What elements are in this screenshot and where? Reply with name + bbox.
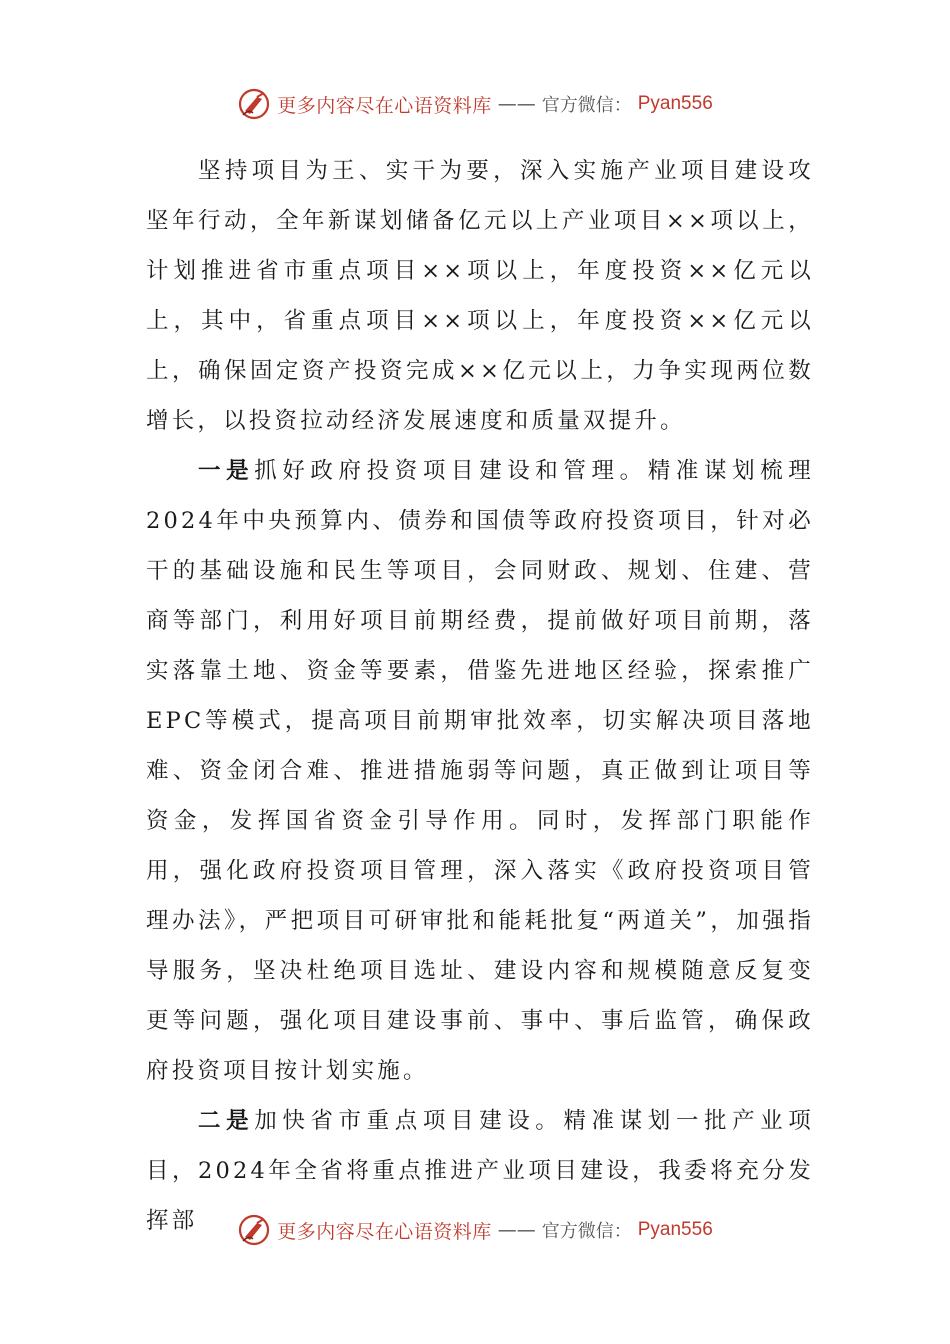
watermark-id: Pyan556 [637,93,713,114]
watermark-separator: —— [497,93,536,115]
paragraph-lead: 二是 [198,1108,255,1134]
pen-logo-icon [237,87,271,121]
watermark-text: 更多内容尽在心语资料库 [277,94,492,117]
paragraph-text: 坚持项目为王、实干为要，深入实施产业项目建设攻坚年行动，全年新谋划储备亿元以上产业项目××项以上，计划推进省市重点项目××项以上，年度投资××亿元以上，其中，省重点项目××项以上，年度投资××亿元以上，确保固定资产投资完成××亿元以上，力争实现两位数增长，以投资拉动经济发展速度和质量双提升。 [146,158,814,434]
paragraph-text: 加快省市重点项目建设。精准谋划一批产业项目，2024年全省将重点推进产业项目建设，我委将充分发挥部 [146,1108,814,1234]
paragraph-text: 抓好政府投资项目建设和管理。精准谋划梳理2024年中央预算内、债券和国债等政府投资项目，针对必干的基础设施和民生等项目，会同财政、规划、住建、营商等部门，利用好项目前期经费，提前做好项目前期，落实落靠土地、资金等要素，借鉴先进地区经验，探索推广EPC等模式，提高项目前期审批效率，切实解决项目落地难、资金闭合难、推进措施弱等问题，真正做到让项目等资金，发挥国省资金引导作用。同时，发挥部门职能作用，强化政府投资项目管理，深入落实《政府投资项目管理办法》，严把项目可研审批和能耗批复“两道关”，加强指导服务，坚决杜绝项目选址、建设内容和规模随意反复变更等问题，强化项目建设事前、事中、事后监管，确保政府投资项目按计划实施。 [146,458,814,1084]
header-watermark [0,84,950,124]
watermark-label: 官方微信： [541,1221,632,1242]
watermark-label: 官方微信： [541,95,632,116]
pen-logo-icon [237,1213,271,1247]
paragraph-intro [146,146,814,446]
watermark-separator: —— [497,1219,536,1241]
document-body [146,146,814,1246]
footer-watermark [0,1210,950,1250]
watermark-id: Pyan556 [637,1219,713,1240]
watermark-text: 更多内容尽在心语资料库 [277,1220,492,1243]
paragraph-lead: 一是 [198,458,255,484]
paragraph-point-one [146,446,814,1096]
